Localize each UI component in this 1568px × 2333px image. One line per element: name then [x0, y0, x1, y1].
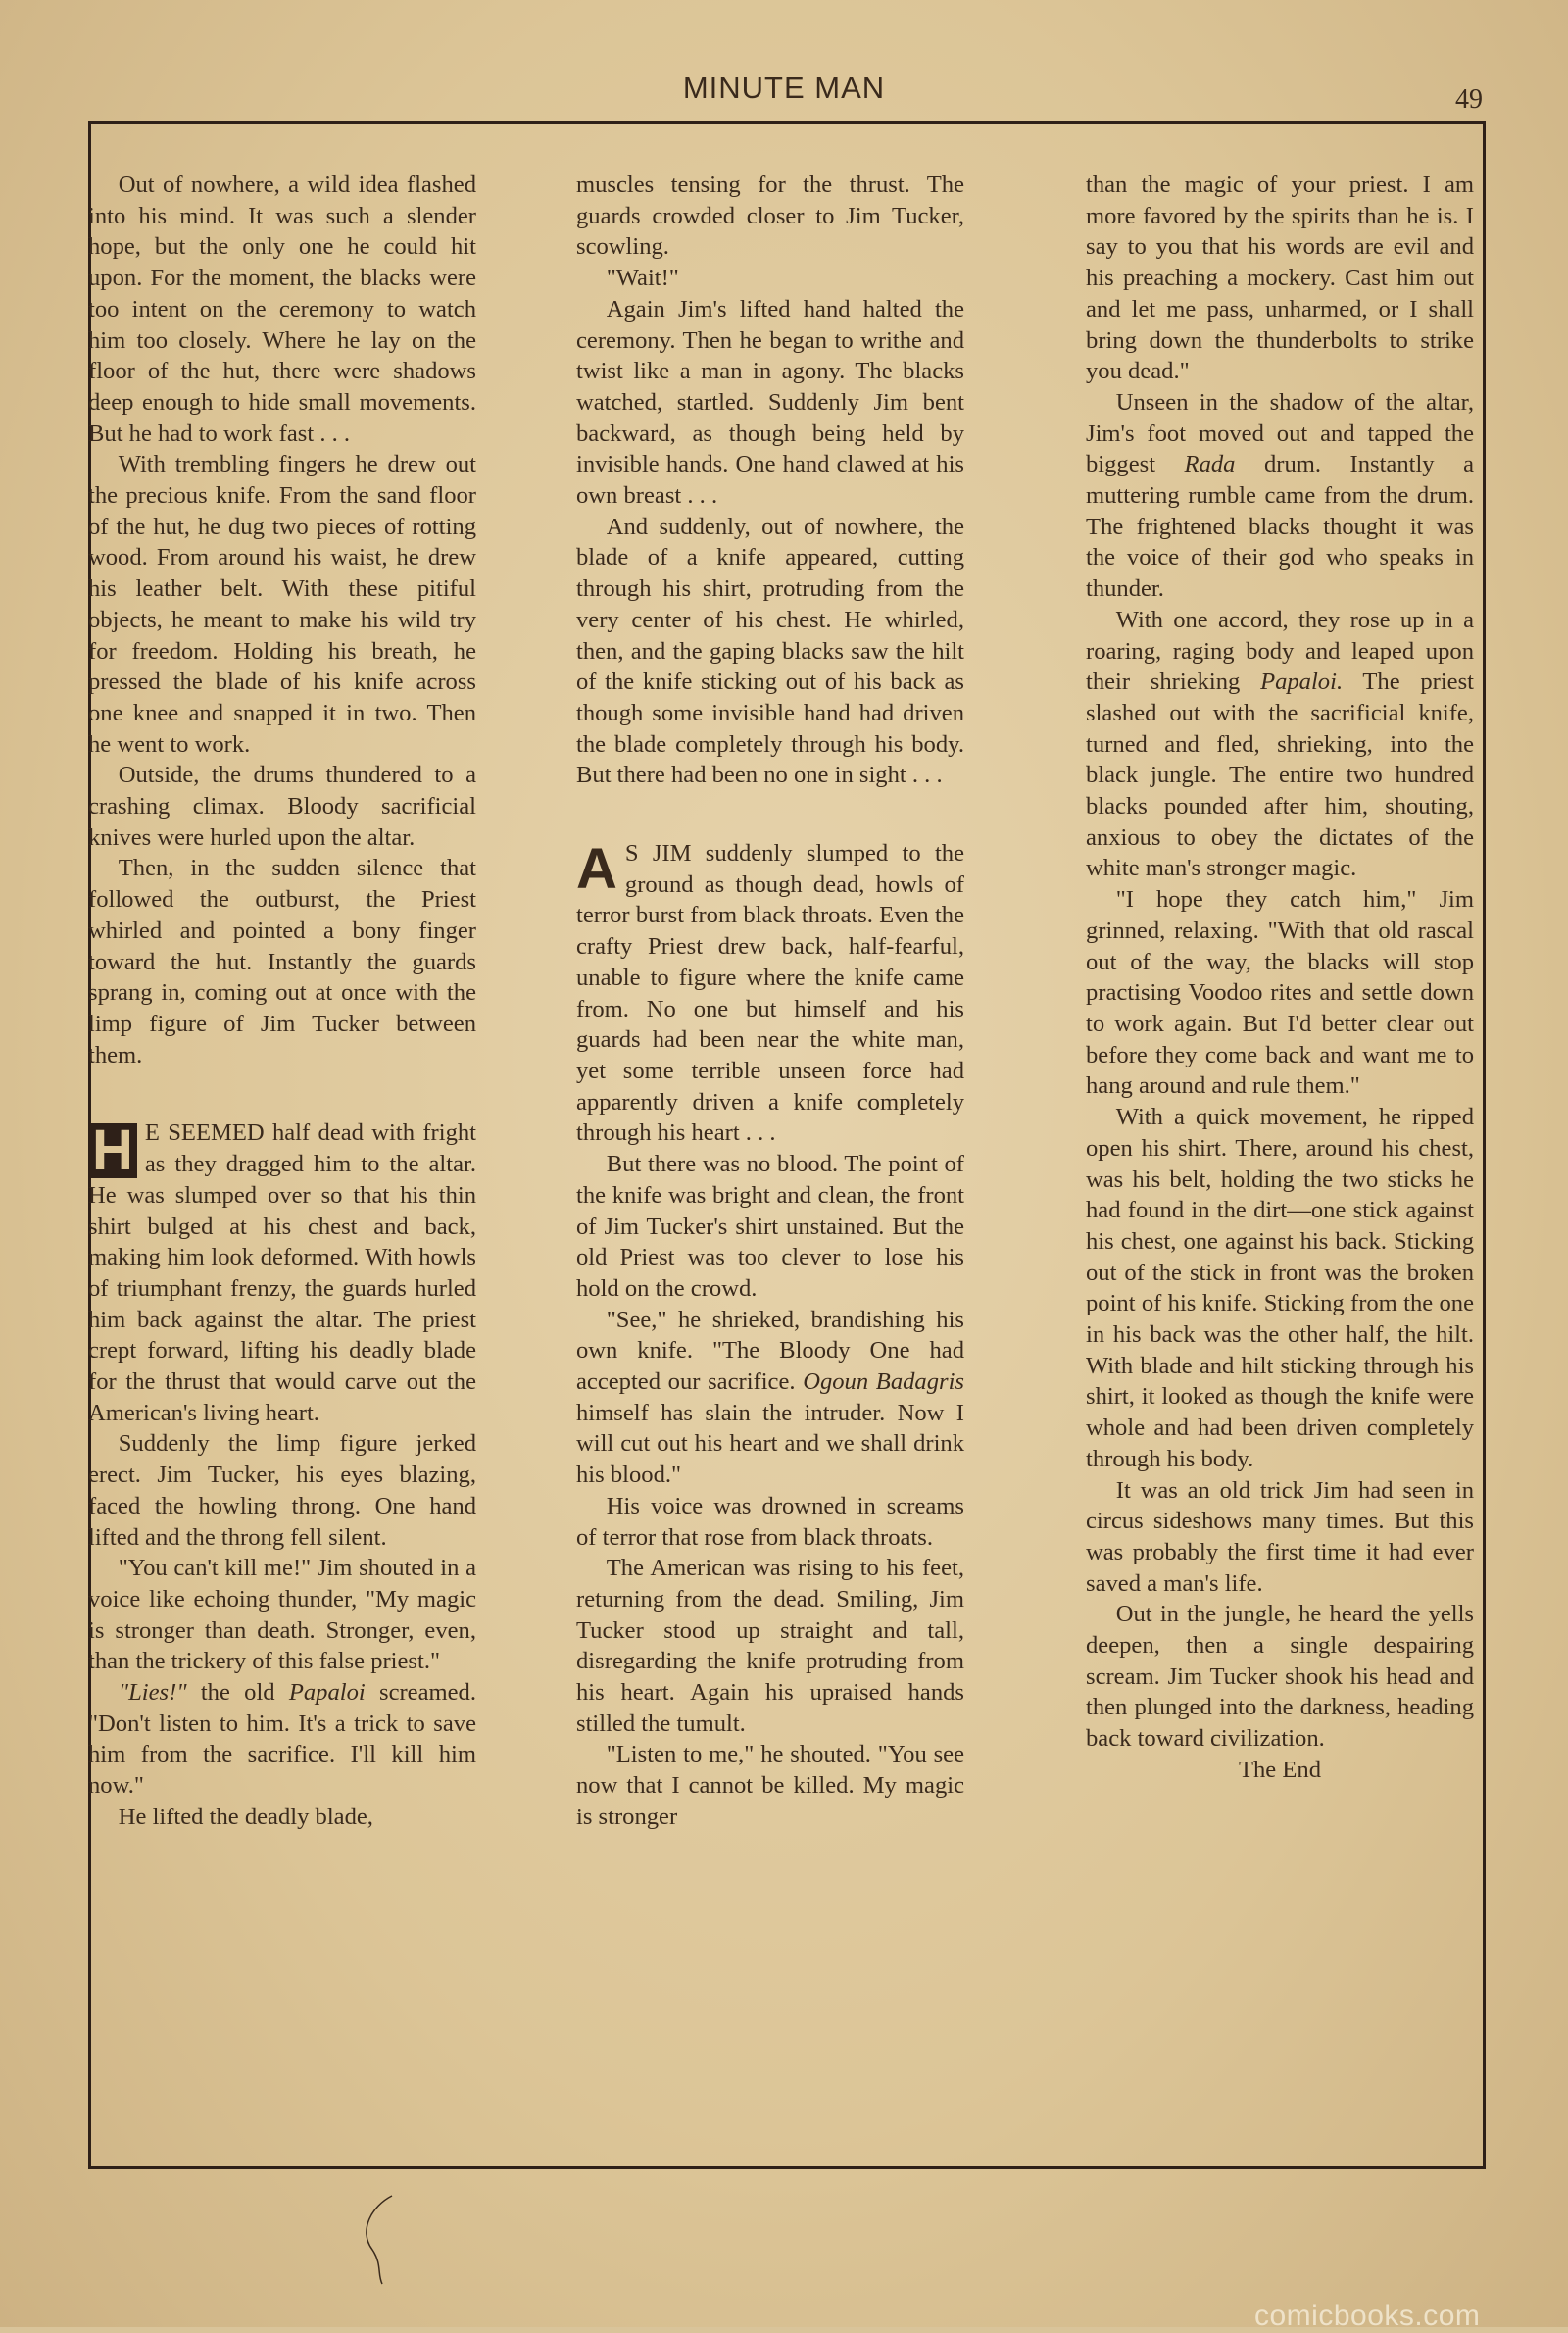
paragraph: With trembling fingers he drew out the precious knife. From the sand floor of the hut, he dug two pieces of rotting wood. From around his waist, he drew his leather belt. With these pitiful objects, he meant to make his wild try for freedom. Holding his breath, he pressed the blade of his knife across one knee and snapped it in two. Then he went to work.: [88, 451, 476, 758]
paragraph: Out in the jungle, he heard the yells deepen, then a single despairing scream. Jim Tucker shook his head and then plunged into the darkness, heading back toward civilization.: [1086, 1601, 1474, 1753]
paragraph: muscles tensing for the thrust. The guards crowded closer to Jim Tucker, scowling.: [576, 172, 964, 261]
paragraph: Outside, the drums thundered to a crashing climax. Bloody sacrificial knives were hurled upon the altar.: [88, 762, 476, 851]
paragraph: With a quick movement, he ripped open his shirt. There, around his chest, was his belt, holding the two sticks he had found in the dirt—one stick against his chest, one against his back. Sticking out of the stick in front was the broken point of his knife. Sticking from the one in his back was the other half, the hilt. With blade and hilt sticking through his shirt, it looked as though the knife were whole and had been driven completely through his body.: [1086, 1104, 1474, 1472]
paragraph-text: Unseen in the shadow of the altar, Jim's foot moved out and tapped the biggest: [1086, 388, 1474, 478]
paragraph: He lifted the deadly blade,: [118, 1803, 373, 1830]
paragraph: "Wait!": [606, 265, 679, 292]
paragraph: But there was no blood. The point of the knife was bright and clean, the front of Jim Tucker's shirt unstained. But the old Priest was too clever to lose his hold on the crowd.: [576, 1151, 964, 1302]
paragraph-text: "See," he shrieked, brandishing his own knife. "The Bloody One had accepted our sacrifice.: [576, 1306, 964, 1396]
section-lead-paragraph: [576, 838, 964, 1149]
drop-cap-letter: A: [576, 837, 617, 902]
section-break: [576, 791, 964, 838]
paragraph-text: screamed. "Don't listen to him. It's a trick to save him from the sacrifice. I'll kill him now.": [88, 1679, 476, 1800]
paragraph-text: himself has slain the intruder. Now I will cut out his heart and we shall drink his blood.": [576, 1399, 964, 1489]
stray-ink-mark: [353, 2191, 412, 2289]
italic-text: Papaloi.: [1260, 669, 1344, 696]
paragraph: than the magic of your priest. I am more favored by the spirits than he is. I say to you that his words are evil and his preaching a mockery. Cast him out and let me pass, unharmed, or I shall bring down the thunderbolts to strike you dead.": [1086, 172, 1474, 385]
paragraph: The American was rising to his feet, returning from the dead. Smiling, Jim Tucker stood up straight and tall, disregarding the knife protruding from his heart. Again his upraised hands stilled the tumult.: [576, 1555, 964, 1737]
drop-cap-letter: H: [88, 1123, 137, 1178]
text-column-1: [88, 170, 476, 1833]
paragraph: His voice was drowned in screams of terror that rose from black throats.: [576, 1492, 964, 1551]
text-column-2: [576, 170, 964, 1833]
italic-text: Rada: [1184, 451, 1236, 478]
paragraph: "Listen to me," he shouted. "You see now that I cannot be killed. My magic is stronger: [576, 1741, 964, 1830]
section-break: [88, 1070, 476, 1117]
paragraph: Suddenly the limp figure jerked erect. Jim Tucker, his eyes blazing, faced the howling throng. One hand lifted and the throng fell silent.: [88, 1430, 476, 1551]
text-column-3: [1086, 170, 1474, 1786]
paragraph-text: drum. Instantly a muttering rumble came from the drum. The frightened blacks thought it was the voice of their god who speaks in thunder.: [1086, 451, 1474, 603]
watermark-text: comicbooks.com: [1254, 2300, 1481, 2332]
page-number: 49: [1455, 84, 1483, 115]
paragraph: [576, 1305, 964, 1491]
paragraph: [88, 1677, 476, 1802]
paragraph: Then, in the sudden silence that followed the outburst, the Priest whirled and pointed a bony finger toward the hut. Instantly the guards sprang in, coming out at once with the limp figure of Jim Tucker between them.: [88, 855, 476, 1068]
paragraph-text: The priest slashed out with the sacrificial knife, turned and fled, shrieking, into the black jungle. The entire two hundred blacks pounded after him, shouting, anxious to obey the dictates of the white man's stronger magic.: [1086, 669, 1474, 882]
paragraph: [1086, 387, 1474, 605]
section-lead-paragraph: [88, 1117, 476, 1428]
paragraph-text: the old: [186, 1679, 289, 1707]
italic-text: Papaloi: [288, 1679, 366, 1707]
paragraph-text: With one accord, they rose up in a roaring, raging body and leaped upon their shrieking: [1086, 606, 1474, 696]
paragraph: It was an old trick Jim had seen in circus sideshows many times. But this was probably the first time it had ever saved a man's life.: [1086, 1476, 1474, 1597]
paragraph: And suddenly, out of nowhere, the blade of a knife appeared, cutting through his shirt, protruding from the very center of his chest. He whirled, then, and the gaping blacks saw the hilt of the knife sticking out of his back as though some invisible hand had driven the blade completely through his body. But there had been no one in sight . . .: [576, 513, 964, 789]
paragraph: Out of nowhere, a wild idea flashed into his mind. It was such a slender hope, but the only one he could hit upon. For the moment, the blacks were too intent on the ceremony to watch him too closely. Where he lay on the floor of the hut, there were shadows deep enough to hide small movements. But he had to work fast . . .: [88, 172, 476, 447]
italic-text: "Lies!": [118, 1679, 187, 1707]
section-lead-text: S JIM suddenly slumped to the ground as though dead, howls of terror burst from black throats. Even the crafty Priest drew back, half-fearful, unable to figure where the knife came from. No one but himself and his guards had been near the white man, yet some terrible unseen force had apparently driven a knife completely through his heart . . .: [576, 840, 964, 1147]
running-header-title: MINUTE MAN: [682, 71, 886, 105]
paragraph: "I hope they catch him," Jim grinned, relaxing. "With that old rascal out of the way, the blacks will stop practising Voodoo rites and settle down to work again. But I'd better clear out before they come back and want me to hang around and rule them.": [1086, 886, 1474, 1100]
end-marker: The End: [1238, 1756, 1321, 1783]
paragraph: Again Jim's lifted hand halted the ceremony. Then he began to writhe and twist like a man in agony. The blacks watched, startled. Suddenly Jim bent backward, as though being held by invisible hands. One hand clawed at his own breast . . .: [576, 295, 964, 510]
section-lead-text: E SEEMED half dead with fright as they dragged him to the altar. He was slumped over so that his thin shirt bulged at his chest and back, making him look deformed. With howls of triumphant frenzy, the guards hurled him back against the altar. The priest crept forward, lifting his deadly blade for the thrust that would carve out the American's living heart.: [88, 1119, 476, 1426]
paragraph: [1086, 605, 1474, 884]
italic-text: Ogoun Badagris: [803, 1368, 964, 1396]
paragraph: "You can't kill me!" Jim shouted in a voice like echoing thunder, "My magic is stronger than death. Stronger, even, than the trickery of this false priest.": [88, 1555, 476, 1675]
